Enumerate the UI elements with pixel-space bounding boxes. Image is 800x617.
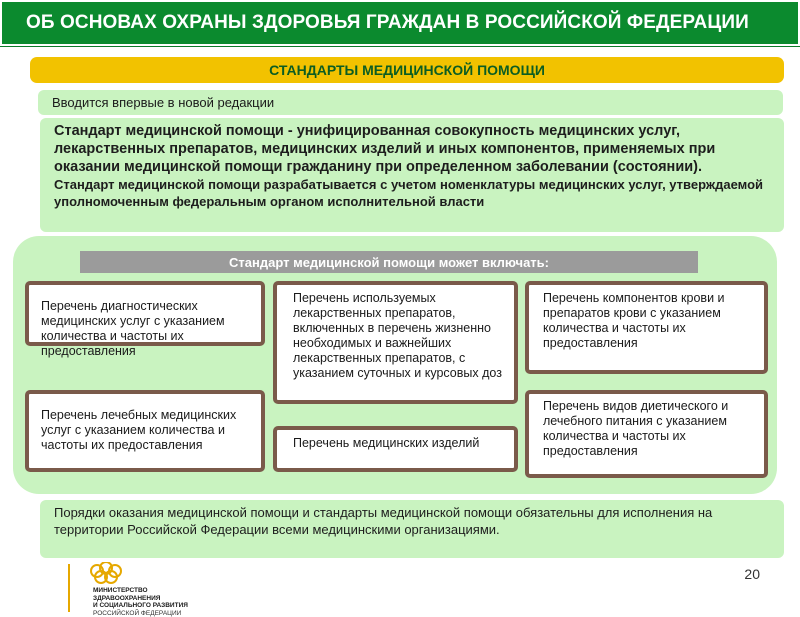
components-panel-title: Стандарт медицинской помощи может включать: <box>80 251 698 273</box>
footer-note: Порядки оказания медицинской помощи и стандарты медицинской помощи обязательны для исполнения на территории Российской Федерации всеми медицинскими организациями. <box>40 500 784 558</box>
new-edition-note: Вводится впервые в новой редакции <box>38 90 783 115</box>
section-subtitle: СТАНДАРТЫ МЕДИЦИНСКОЙ ПОМОЩИ <box>30 57 784 83</box>
list-item-diagnostic-services: Перечень диагностических медицинских услуг с указанием количества и частоты их предоставления <box>25 281 265 346</box>
slide-title: ОБ ОСНОВАХ ОХРАНЫ ЗДОРОВЬЯ ГРАЖДАН В РОССИЙСКОЙ ФЕДЕРАЦИИ <box>26 12 749 33</box>
list-item-medical-devices: Перечень медицинских изделий <box>273 426 518 472</box>
slide-header <box>0 0 800 46</box>
logo-divider <box>68 564 70 612</box>
ministry-emblem-icon <box>88 562 124 586</box>
list-item-drugs: Перечень используемых лекарственных препаратов, включенных в перечень жизненно необходимых и важнейших лекарственных препаратов, с указанием суточных и курсовых доз <box>273 281 518 404</box>
ministry-logo-text: МИНИСТЕРСТВО ЗДРАВООХРАНЕНИЯ И СОЦИАЛЬНОГО РАЗВИТИЯ РОССИЙСКОЙ ФЕДЕРАЦИИ <box>93 587 188 617</box>
definition-text: Стандарт медицинской помощи - унифицированная совокупность медицинских услуг, лекарственных препаратов, медицинских изделий и иных компонентов, применяемых при оказании медицинской помощи гражданину при определенном заболевании (состоянии). <box>54 123 716 175</box>
definition-note: Стандарт медицинской помощи разрабатывается с учетом номенклатуры медицинских услуг, утверждаемой уполномоченным федеральным органом исполнительной власти <box>54 177 764 209</box>
list-item-blood-components: Перечень компонентов крови и препаратов крови с указанием количества и частоты их предоставления <box>525 281 768 374</box>
list-item-treatment-services: Перечень лечебных медицинских услуг с указанием количества и частоты их предоставления <box>25 390 265 472</box>
list-item-nutrition: Перечень видов диетического и лечебного питания с указанием количества и частоты их предоставления <box>525 390 768 478</box>
page-number: 20 <box>744 566 760 582</box>
definition-block <box>40 118 784 232</box>
